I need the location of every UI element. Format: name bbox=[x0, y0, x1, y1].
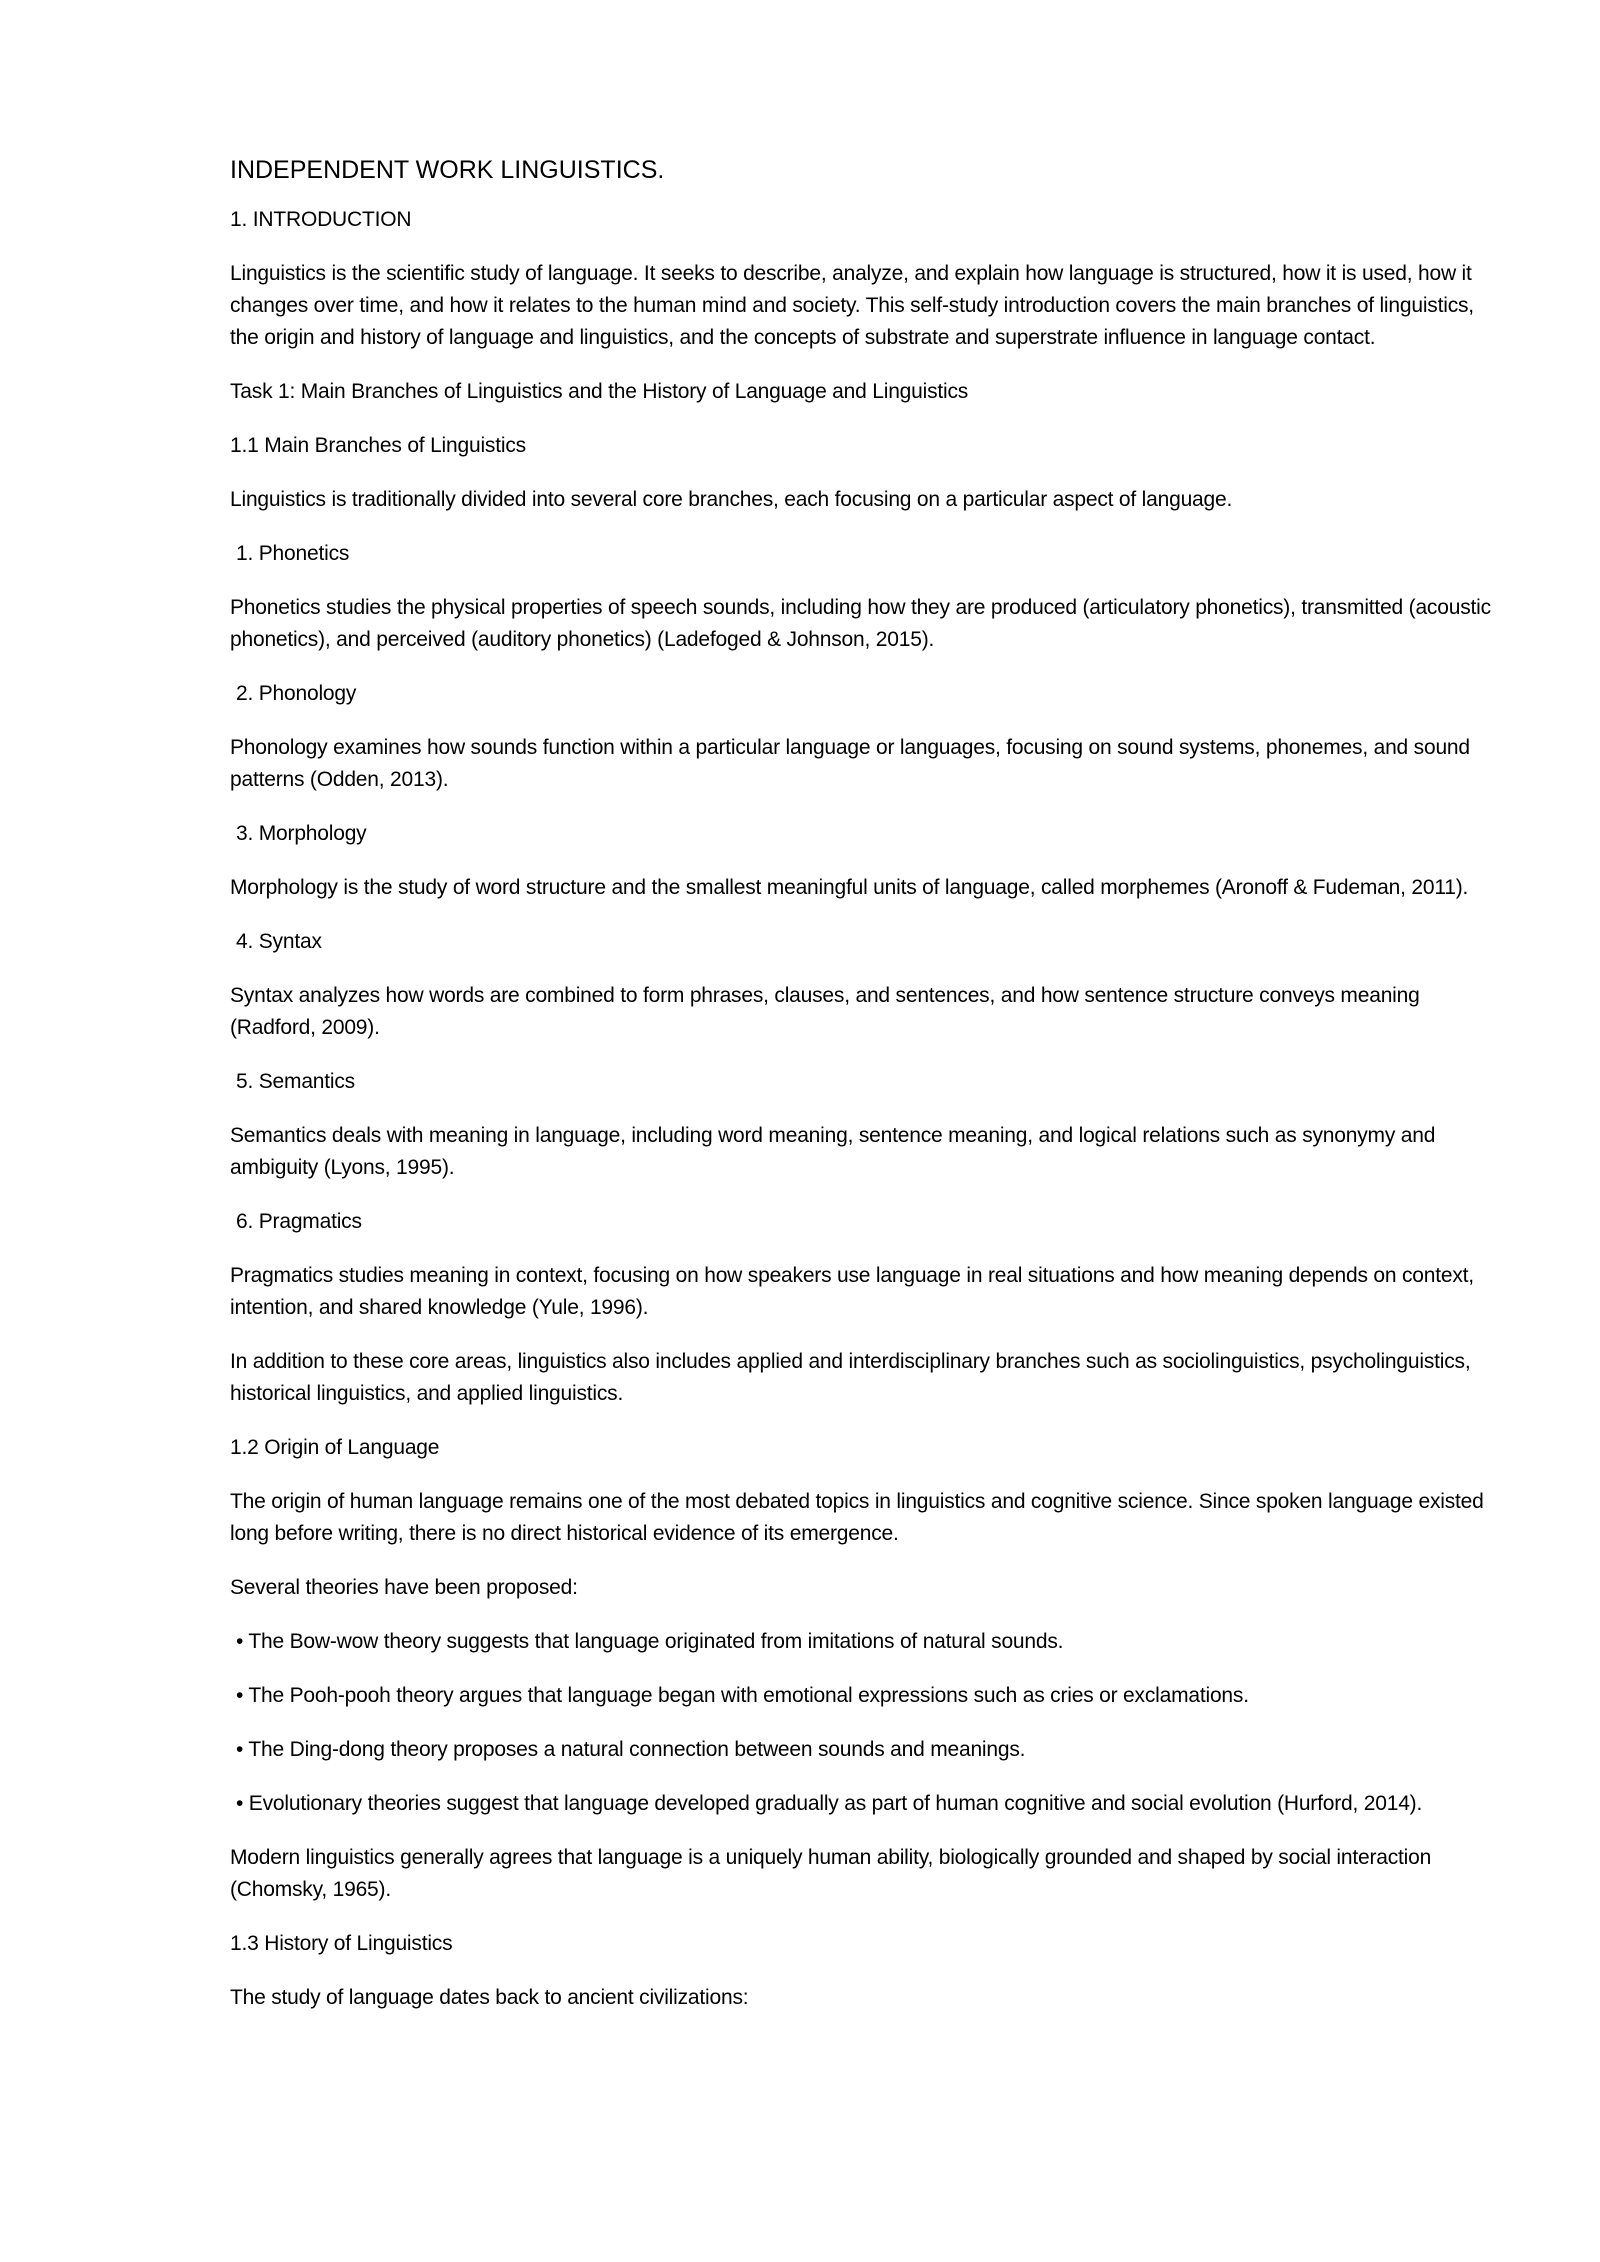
paragraph: Linguistics is traditionally divided into several core branches, each focusing on a particular aspect of language. bbox=[230, 488, 1233, 511]
document-title: INDEPENDENT WORK LINGUISTICS. bbox=[230, 156, 665, 184]
paragraph: 4. Syntax bbox=[236, 930, 322, 953]
paragraph: Several theories have been proposed: bbox=[230, 1576, 578, 1599]
document-body bbox=[230, 152, 1492, 2036]
paragraph: Morphology is the study of word structure and the smallest meaningful units of language, called morphemes (Aronoff & Fudeman, 2011). bbox=[230, 876, 1469, 899]
paragraph-list bbox=[230, 204, 1492, 2014]
paragraph: The study of language dates back to ancient civilizations: bbox=[230, 1986, 749, 2009]
paragraph: 3. Morphology bbox=[236, 822, 367, 845]
paragraph: 1. Phonetics bbox=[236, 542, 350, 565]
paragraph: Task 1: Main Branches of Linguistics and the History of Language and Linguistics bbox=[230, 380, 969, 403]
paragraph: 1.3 History of Linguistics bbox=[230, 1932, 453, 1955]
paragraph: Phonology examines how sounds function within a particular language or languages, focusing on sound systems, phonemes, and sound patterns (Odden, 2013). bbox=[230, 736, 1470, 791]
paragraph: 5. Semantics bbox=[236, 1070, 355, 1093]
paragraph: • The Ding-dong theory proposes a natural connection between sounds and meanings. bbox=[236, 1738, 1026, 1761]
paragraph: Phonetics studies the physical properties of speech sounds, including how they are produced (articulatory phonetics), transmitted (acoustic phonetics), and perceived (auditory phonetics) (Ladefoged & Johnson, 2015). bbox=[230, 596, 1491, 651]
paragraph: Linguistics is the scientific study of language. It seeks to describe, analyze, and explain how language is structured, how it is used, how it changes over time, and how it relates to the human mind and society. This self-study introduction covers the main branches of linguistics, the origin and history of language and linguistics, and the concepts of substrate and superstrate influence in language contact. bbox=[230, 262, 1474, 349]
paragraph: • Evolutionary theories suggest that language developed gradually as part of human cognitive and social evolution (Hurford, 2014). bbox=[236, 1792, 1423, 1815]
paragraph: 6. Pragmatics bbox=[236, 1210, 362, 1233]
paragraph: Syntax analyzes how words are combined to form phrases, clauses, and sentences, and how sentence structure conveys meaning (Radford, 2009). bbox=[230, 984, 1420, 1039]
paragraph: In addition to these core areas, linguistics also includes applied and interdisciplinary branches such as sociolinguistics, psycholinguistics, historical linguistics, and applied linguistics. bbox=[230, 1350, 1471, 1405]
paragraph: • The Pooh-pooh theory argues that language began with emotional expressions such as cries or exclamations. bbox=[236, 1684, 1249, 1707]
paragraph: Semantics deals with meaning in language, including word meaning, sentence meaning, and logical relations such as synonymy and ambiguity (Lyons, 1995). bbox=[230, 1124, 1436, 1179]
paragraph: 1.2 Origin of Language bbox=[230, 1436, 440, 1459]
paragraph: Pragmatics studies meaning in context, focusing on how speakers use language in real situations and how meaning depends on context, intention, and shared knowledge (Yule, 1996). bbox=[230, 1264, 1474, 1319]
paragraph: 1. INTRODUCTION bbox=[230, 208, 412, 231]
paragraph: Modern linguistics generally agrees that language is a uniquely human ability, biologically grounded and shaped by social interaction (Chomsky, 1965). bbox=[230, 1846, 1432, 1901]
paragraph: The origin of human language remains one of the most debated topics in linguistics and cognitive science. Since spoken language existed long before writing, there is no direct historical evidence of its emergence. bbox=[230, 1490, 1484, 1545]
paragraph: 2. Phonology bbox=[236, 682, 357, 705]
paragraph: 1.1 Main Branches of Linguistics bbox=[230, 434, 526, 457]
paragraph: • The Bow-wow theory suggests that language originated from imitations of natural sounds. bbox=[236, 1630, 1064, 1653]
